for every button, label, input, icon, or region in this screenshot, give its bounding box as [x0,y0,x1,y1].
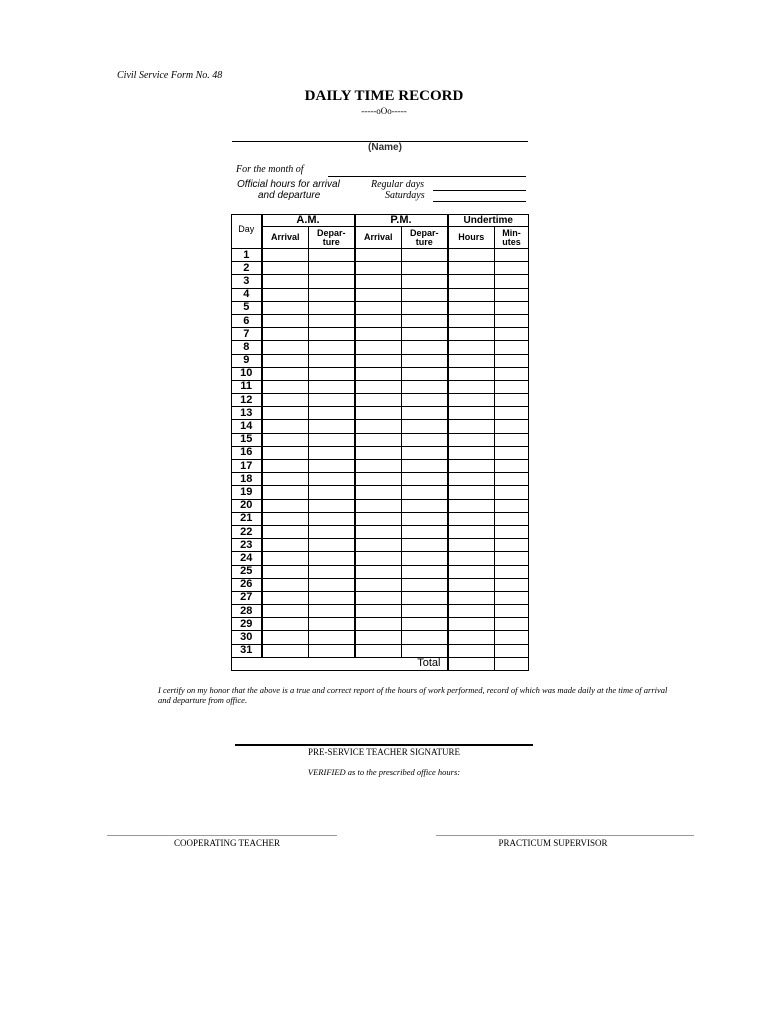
day-row [232,578,529,591]
time-record-table [231,214,529,671]
am-arrival-cell[interactable] [262,367,309,380]
pm-departure-cell[interactable] [402,486,448,499]
am-arrival-cell[interactable] [262,591,309,604]
am-departure-cell[interactable] [309,525,355,538]
day-number: 1 [232,249,262,262]
pm-departure-cell[interactable] [402,249,448,262]
day-number: 5 [232,301,262,314]
undertime-minutes-cell[interactable] [495,367,529,380]
pm-arrival-cell[interactable] [355,552,402,565]
minutes-line2: utes [502,236,521,247]
undertime-hours-cell[interactable] [448,314,495,327]
total-row [232,657,529,670]
pm-departure-cell[interactable] [402,420,448,433]
day-row [232,446,529,459]
undertime-minutes-cell[interactable] [495,486,529,499]
day-number: 10 [232,367,262,380]
day-number: 4 [232,288,262,301]
day-number: 19 [232,486,262,499]
undertime-hours-cell[interactable] [448,249,495,262]
day-number: 18 [232,473,262,486]
undertime-hours-cell[interactable] [448,512,495,525]
undertime-hours-cell[interactable] [448,407,495,420]
am-departure-header [309,227,355,249]
am-departure-cell[interactable] [309,446,355,459]
day-number: 17 [232,460,262,473]
regular-days-line[interactable] [433,190,526,191]
day-number: 22 [232,525,262,538]
undertime-hours-cell[interactable] [448,460,495,473]
day-row [232,460,529,473]
am-departure-cell[interactable] [309,618,355,631]
undertime-minutes-cell[interactable] [495,539,529,552]
pm-departure-cell[interactable] [402,301,448,314]
undertime-minutes-cell[interactable] [495,565,529,578]
undertime-hours-cell[interactable] [448,420,495,433]
undertime-minutes-cell[interactable] [495,631,529,644]
day-number: 11 [232,380,262,393]
undertime-hours-cell[interactable] [448,288,495,301]
pm-arrival-cell[interactable] [355,341,402,354]
am-arrival-cell[interactable] [262,486,309,499]
am-departure-cell[interactable] [309,380,355,393]
undertime-hours-cell[interactable] [448,499,495,512]
pm-departure-cell[interactable] [402,631,448,644]
am-arrival-cell[interactable] [262,288,309,301]
undertime-hours-cell[interactable] [448,341,495,354]
day-row [232,288,529,301]
undertime-hours-cell[interactable] [448,262,495,275]
undertime-hours-cell[interactable] [448,525,495,538]
day-row [232,367,529,380]
pm-arrival-cell[interactable] [355,565,402,578]
month-label: For the month of [236,164,304,175]
am-departure-cell[interactable] [309,407,355,420]
pm-arrival-cell[interactable] [355,473,402,486]
saturdays-line[interactable] [433,201,526,202]
am-departure-cell[interactable] [309,565,355,578]
pm-header: P.M. [355,215,448,227]
am-arrival-cell[interactable] [262,314,309,327]
am-departure-cell[interactable] [309,631,355,644]
pm-arrival-cell[interactable] [355,525,402,538]
pm-arrival-cell[interactable] [355,394,402,407]
pm-departure-cell[interactable] [402,341,448,354]
undertime-hours-cell[interactable] [448,328,495,341]
am-arrival-cell[interactable] [262,380,309,393]
pm-departure-cell[interactable] [402,275,448,288]
day-row [232,499,529,512]
day-row [232,539,529,552]
undertime-hours-cell[interactable] [448,539,495,552]
pm-arrival-cell[interactable] [355,578,402,591]
minutes-header [495,227,529,249]
pm-arrival-cell[interactable] [355,539,402,552]
am-arrival-cell[interactable] [262,539,309,552]
undertime-minutes-cell[interactable] [495,262,529,275]
am-departure-cell[interactable] [309,578,355,591]
undertime-hours-cell[interactable] [448,644,495,657]
pm-arrival-cell[interactable] [355,512,402,525]
day-number: 7 [232,328,262,341]
total-minutes-cell[interactable] [495,657,529,670]
day-number: 12 [232,394,262,407]
pm-departure-cell[interactable] [402,525,448,538]
am-arrival-cell[interactable] [262,341,309,354]
pre-service-signature-label: PRE-SERVICE TEACHER SIGNATURE [307,747,461,757]
undertime-minutes-cell[interactable] [495,249,529,262]
day-row [232,275,529,288]
pm-departure-cell[interactable] [402,288,448,301]
pm-arrival-cell[interactable] [355,249,402,262]
undertime-hours-cell[interactable] [448,578,495,591]
am-departure-cell[interactable] [309,262,355,275]
am-departure-cell[interactable] [309,486,355,499]
undertime-hours-cell[interactable] [448,631,495,644]
undertime-hours-cell[interactable] [448,605,495,618]
am-departure-cell[interactable] [309,512,355,525]
pm-departure-cell[interactable] [402,512,448,525]
undertime-minutes-cell[interactable] [495,512,529,525]
total-label: Total [232,657,448,670]
am-departure-cell[interactable] [309,301,355,314]
pm-departure-cell[interactable] [402,446,448,459]
undertime-hours-cell[interactable] [448,591,495,604]
pm-departure-cell[interactable] [402,644,448,657]
pm-departure-cell[interactable] [402,262,448,275]
pm-arrival-cell[interactable] [355,591,402,604]
am-departure-cell[interactable] [309,433,355,446]
am-departure-cell[interactable] [309,328,355,341]
cooperating-teacher-line[interactable] [107,835,337,836]
am-departure-cell[interactable] [309,288,355,301]
day-number: 28 [232,605,262,618]
undertime-hours-cell[interactable] [448,354,495,367]
pm-departure-cell[interactable] [402,460,448,473]
pm-departure-cell[interactable] [402,433,448,446]
am-departure-cell[interactable] [309,367,355,380]
day-row [232,314,529,327]
undertime-minutes-cell[interactable] [495,394,529,407]
departure-line1: Depar- [409,227,439,238]
am-arrival-cell[interactable] [262,328,309,341]
day-number: 13 [232,407,262,420]
undertime-minutes-cell[interactable] [495,354,529,367]
total-hours-cell[interactable] [448,657,495,670]
am-departure-cell[interactable] [309,552,355,565]
pm-departure-cell[interactable] [402,354,448,367]
undertime-hours-cell[interactable] [448,367,495,380]
undertime-minutes-cell[interactable] [495,288,529,301]
am-arrival-cell[interactable] [262,354,309,367]
title-decoration: -----oOo----- [361,106,407,116]
form-number: Civil Service Form No. 48 [117,70,223,81]
am-arrival-cell[interactable] [262,249,309,262]
pm-arrival-cell[interactable] [355,644,402,657]
am-arrival-cell[interactable] [262,407,309,420]
pm-arrival-cell[interactable] [355,486,402,499]
day-number: 16 [232,446,262,459]
undertime-hours-cell[interactable] [448,394,495,407]
undertime-minutes-cell[interactable] [495,446,529,459]
pm-departure-cell[interactable] [402,578,448,591]
am-arrival-cell[interactable] [262,446,309,459]
day-number: 24 [232,552,262,565]
am-departure-cell[interactable] [309,341,355,354]
hours-header: Hours [448,227,495,249]
am-departure-cell[interactable] [309,539,355,552]
practicum-supervisor-line[interactable] [436,835,694,836]
am-arrival-cell[interactable] [262,262,309,275]
am-arrival-cell[interactable] [262,301,309,314]
day-number: 29 [232,618,262,631]
day-number: 25 [232,565,262,578]
pm-departure-cell[interactable] [402,552,448,565]
am-departure-cell[interactable] [309,591,355,604]
day-number: 9 [232,354,262,367]
undertime-minutes-cell[interactable] [495,605,529,618]
am-arrival-cell[interactable] [262,525,309,538]
pre-service-signature-line[interactable] [235,744,533,746]
pm-departure-cell[interactable] [402,565,448,578]
day-number: 2 [232,262,262,275]
undertime-hours-cell[interactable] [448,565,495,578]
day-number: 21 [232,512,262,525]
am-arrival-cell[interactable] [262,460,309,473]
verified-text: VERIFIED as to the prescribed office hours: [307,767,461,777]
pm-arrival-cell[interactable] [355,288,402,301]
undertime-minutes-cell[interactable] [495,460,529,473]
day-row [232,473,529,486]
undertime-hours-cell[interactable] [448,275,495,288]
day-number: 14 [232,420,262,433]
pm-arrival-cell[interactable] [355,380,402,393]
day-number: 8 [232,341,262,354]
day-number: 31 [232,644,262,657]
cooperating-teacher-label: COOPERATING TEACHER [173,838,281,848]
day-row [232,525,529,538]
day-row [232,618,529,631]
pm-departure-cell[interactable] [402,618,448,631]
am-departure-cell[interactable] [309,249,355,262]
departure-line2: ture [415,236,433,247]
am-departure-cell[interactable] [309,460,355,473]
minutes-line1: Min- [502,227,521,238]
day-row [232,328,529,341]
am-arrival-cell[interactable] [262,578,309,591]
day-number: 15 [232,433,262,446]
day-row [232,631,529,644]
day-row [232,341,529,354]
undertime-minutes-cell[interactable] [495,328,529,341]
pm-arrival-cell[interactable] [355,618,402,631]
day-row [232,552,529,565]
undertime-minutes-cell[interactable] [495,433,529,446]
day-row [232,249,529,262]
pm-departure-cell[interactable] [402,314,448,327]
am-departure-cell[interactable] [309,644,355,657]
pm-arrival-cell[interactable] [355,499,402,512]
pm-arrival-cell[interactable] [355,262,402,275]
pm-departure-cell[interactable] [402,394,448,407]
day-number: 30 [232,631,262,644]
undertime-hours-cell[interactable] [448,301,495,314]
day-number: 6 [232,314,262,327]
pm-departure-cell[interactable] [402,367,448,380]
am-arrival-cell[interactable] [262,473,309,486]
pm-arrival-cell[interactable] [355,446,402,459]
undertime-minutes-cell[interactable] [495,473,529,486]
day-number: 3 [232,275,262,288]
am-arrival-cell[interactable] [262,552,309,565]
undertime-minutes-cell[interactable] [495,618,529,631]
undertime-minutes-cell[interactable] [495,644,529,657]
day-row [232,605,529,618]
regular-days-label: Regular days [371,179,425,190]
day-number: 23 [232,539,262,552]
undertime-hours-cell[interactable] [448,486,495,499]
am-arrival-cell[interactable] [262,644,309,657]
pm-departure-cell[interactable] [402,380,448,393]
am-departure-cell[interactable] [309,275,355,288]
pm-departure-cell[interactable] [402,499,448,512]
day-row [232,565,529,578]
undertime-header: Undertime [448,215,529,227]
pm-arrival-cell[interactable] [355,605,402,618]
day-row [232,394,529,407]
am-departure-cell[interactable] [309,354,355,367]
day-row [232,644,529,657]
pm-arrival-cell[interactable] [355,433,402,446]
day-number: 27 [232,591,262,604]
am-departure-cell[interactable] [309,499,355,512]
day-row [232,262,529,275]
pm-departure-header [402,227,448,249]
departure-line1: Depar- [316,227,346,238]
pm-arrival-cell[interactable] [355,354,402,367]
official-hours-label: Official hours for arrival [237,179,340,190]
day-row [232,512,529,525]
day-row [232,380,529,393]
pm-departure-cell[interactable] [402,605,448,618]
am-arrival-header: Arrival [262,227,309,249]
day-row [232,591,529,604]
month-line[interactable] [328,176,526,177]
am-departure-cell[interactable] [309,605,355,618]
pm-arrival-cell[interactable] [355,314,402,327]
undertime-minutes-cell[interactable] [495,275,529,288]
am-departure-cell[interactable] [309,420,355,433]
day-row [232,433,529,446]
pm-arrival-cell[interactable] [355,460,402,473]
undertime-minutes-cell[interactable] [495,301,529,314]
official-hours-label-2: and departure [258,190,321,201]
am-arrival-cell[interactable] [262,512,309,525]
pm-departure-cell[interactable] [402,407,448,420]
am-departure-cell[interactable] [309,473,355,486]
am-header: A.M. [262,215,355,227]
day-row [232,354,529,367]
pm-arrival-header: Arrival [355,227,402,249]
day-header: Day [232,215,262,249]
am-arrival-cell[interactable] [262,631,309,644]
pm-departure-cell[interactable] [402,591,448,604]
practicum-supervisor-label: PRACTICUM SUPERVISOR [498,838,608,848]
undertime-hours-cell[interactable] [448,433,495,446]
pm-arrival-cell[interactable] [355,420,402,433]
undertime-minutes-cell[interactable] [495,525,529,538]
am-arrival-cell[interactable] [262,433,309,446]
pm-arrival-cell[interactable] [355,275,402,288]
day-row [232,301,529,314]
undertime-hours-cell[interactable] [448,618,495,631]
undertime-minutes-cell[interactable] [495,314,529,327]
pm-arrival-cell[interactable] [355,328,402,341]
undertime-minutes-cell[interactable] [495,578,529,591]
am-arrival-cell[interactable] [262,565,309,578]
day-row [232,486,529,499]
undertime-minutes-cell[interactable] [495,552,529,565]
am-arrival-cell[interactable] [262,394,309,407]
am-arrival-cell[interactable] [262,605,309,618]
undertime-minutes-cell[interactable] [495,380,529,393]
certification-text: I certify on my honor that the above is a true and correct report of the hours of work performed, record of which was made daily at the time of arrival and departure from office. [158,685,668,705]
day-row [232,407,529,420]
pm-departure-cell[interactable] [402,328,448,341]
undertime-minutes-cell[interactable] [495,407,529,420]
am-arrival-cell[interactable] [262,618,309,631]
am-departure-cell[interactable] [309,314,355,327]
am-arrival-cell[interactable] [262,420,309,433]
day-row [232,420,529,433]
pm-arrival-cell[interactable] [355,301,402,314]
undertime-hours-cell[interactable] [448,446,495,459]
pm-arrival-cell[interactable] [355,631,402,644]
undertime-minutes-cell[interactable] [495,499,529,512]
undertime-minutes-cell[interactable] [495,341,529,354]
undertime-minutes-cell[interactable] [495,591,529,604]
undertime-hours-cell[interactable] [448,552,495,565]
day-number: 26 [232,578,262,591]
pm-departure-cell[interactable] [402,539,448,552]
undertime-hours-cell[interactable] [448,473,495,486]
saturdays-label: Saturdays [385,190,425,201]
undertime-minutes-cell[interactable] [495,420,529,433]
am-departure-cell[interactable] [309,394,355,407]
day-number: 20 [232,499,262,512]
am-arrival-cell[interactable] [262,275,309,288]
am-arrival-cell[interactable] [262,499,309,512]
page-title: DAILY TIME RECORD [304,88,464,104]
undertime-hours-cell[interactable] [448,380,495,393]
name-label: (Name) [368,142,402,153]
pm-arrival-cell[interactable] [355,407,402,420]
departure-line2: ture [322,236,340,247]
pm-departure-cell[interactable] [402,473,448,486]
pm-arrival-cell[interactable] [355,367,402,380]
